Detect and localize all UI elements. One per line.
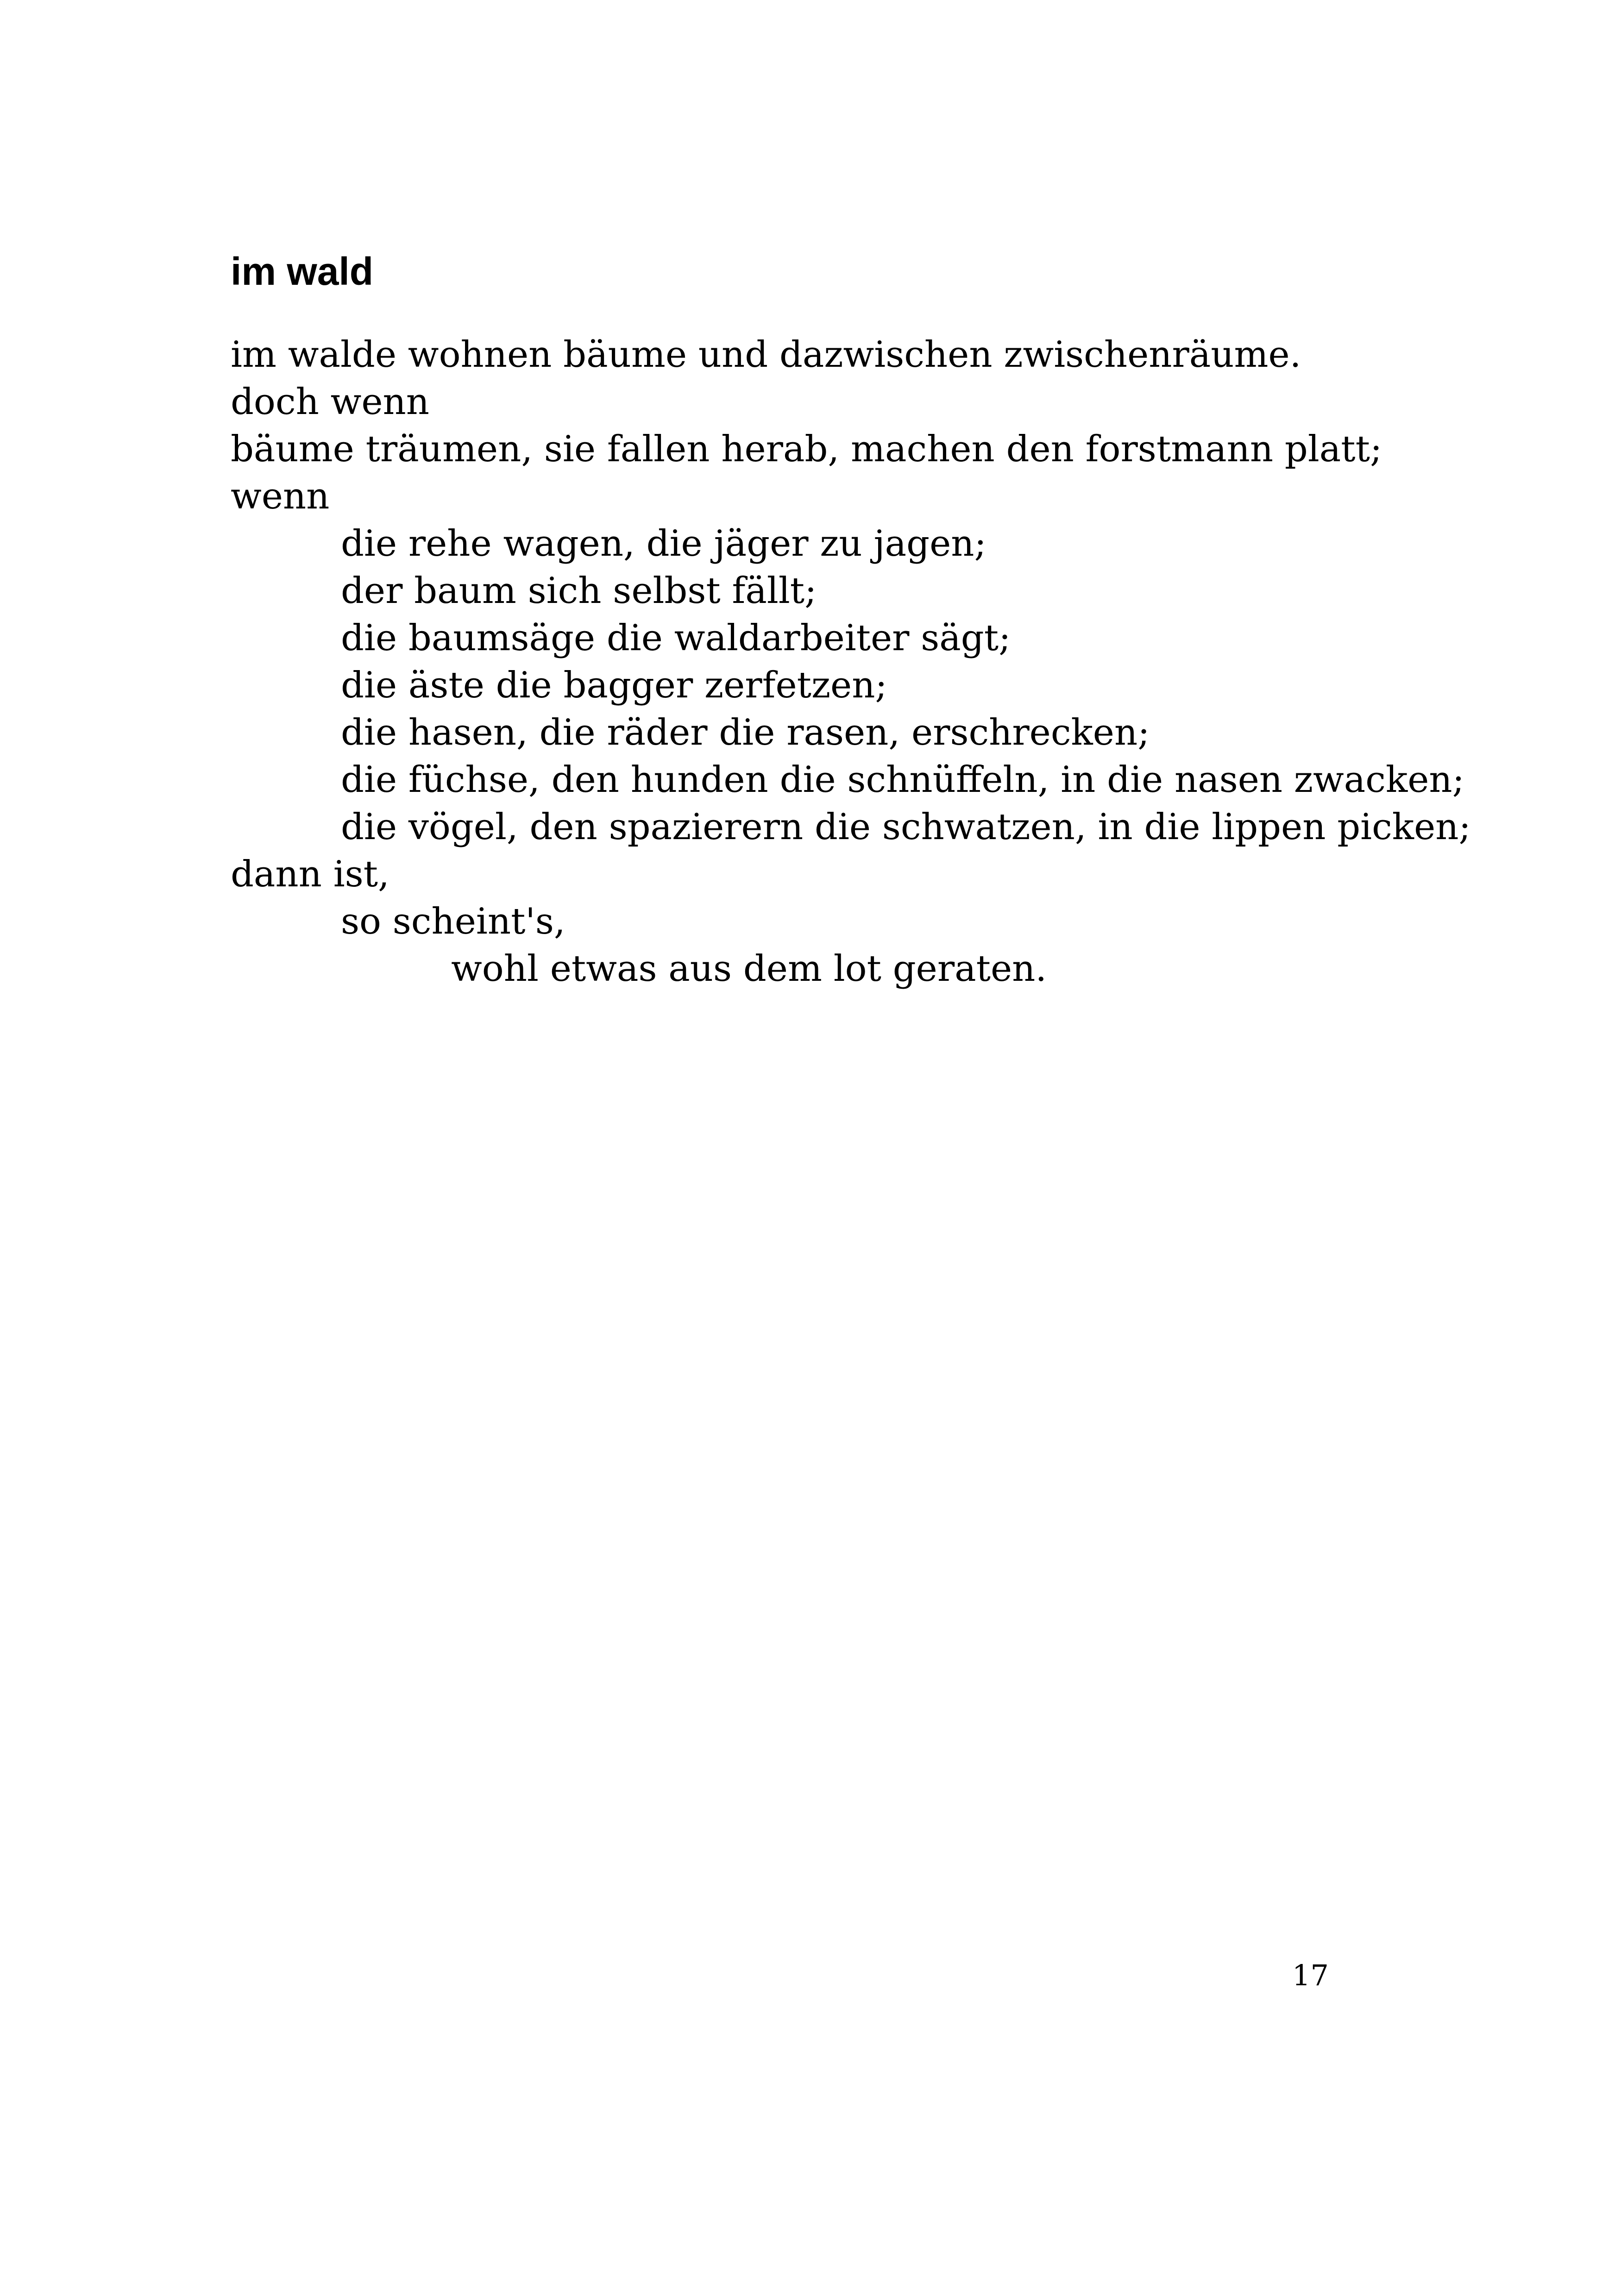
poem-line: dann ist,	[231, 853, 390, 895]
poem-line: die hasen, die räder die rasen, erschrecken;	[341, 712, 1150, 753]
poem-line: bäume träumen, sie fallen herab, machen den forstmann platt;	[231, 428, 1382, 470]
poem-line: die baumsäge die waldarbeiter sägt;	[341, 617, 1011, 659]
poem-line: die füchse, den hunden die schnüffeln, in die nasen zwacken;	[341, 759, 1464, 801]
poem-line: wohl etwas aus dem lot geraten.	[451, 948, 1047, 990]
poem-line: so scheint's,	[341, 901, 565, 942]
poem-line: im walde wohnen bäume und dazwischen zwischenräume.	[231, 334, 1301, 376]
poem-line: die rehe wagen, die jäger zu jagen;	[341, 523, 986, 565]
poem-title: im wald	[231, 250, 374, 294]
poem-line: die äste die bagger zerfetzen;	[341, 665, 887, 706]
poem-body	[231, 331, 1504, 992]
poem-line: wenn	[231, 476, 330, 517]
poem-line: die vögel, den spazierern die schwatzen, in die lippen picken;	[341, 806, 1471, 848]
page-number: 17	[1292, 1958, 1329, 1992]
poem-line: der baum sich selbst fällt;	[341, 570, 817, 612]
poem-line: doch wenn	[231, 381, 429, 423]
